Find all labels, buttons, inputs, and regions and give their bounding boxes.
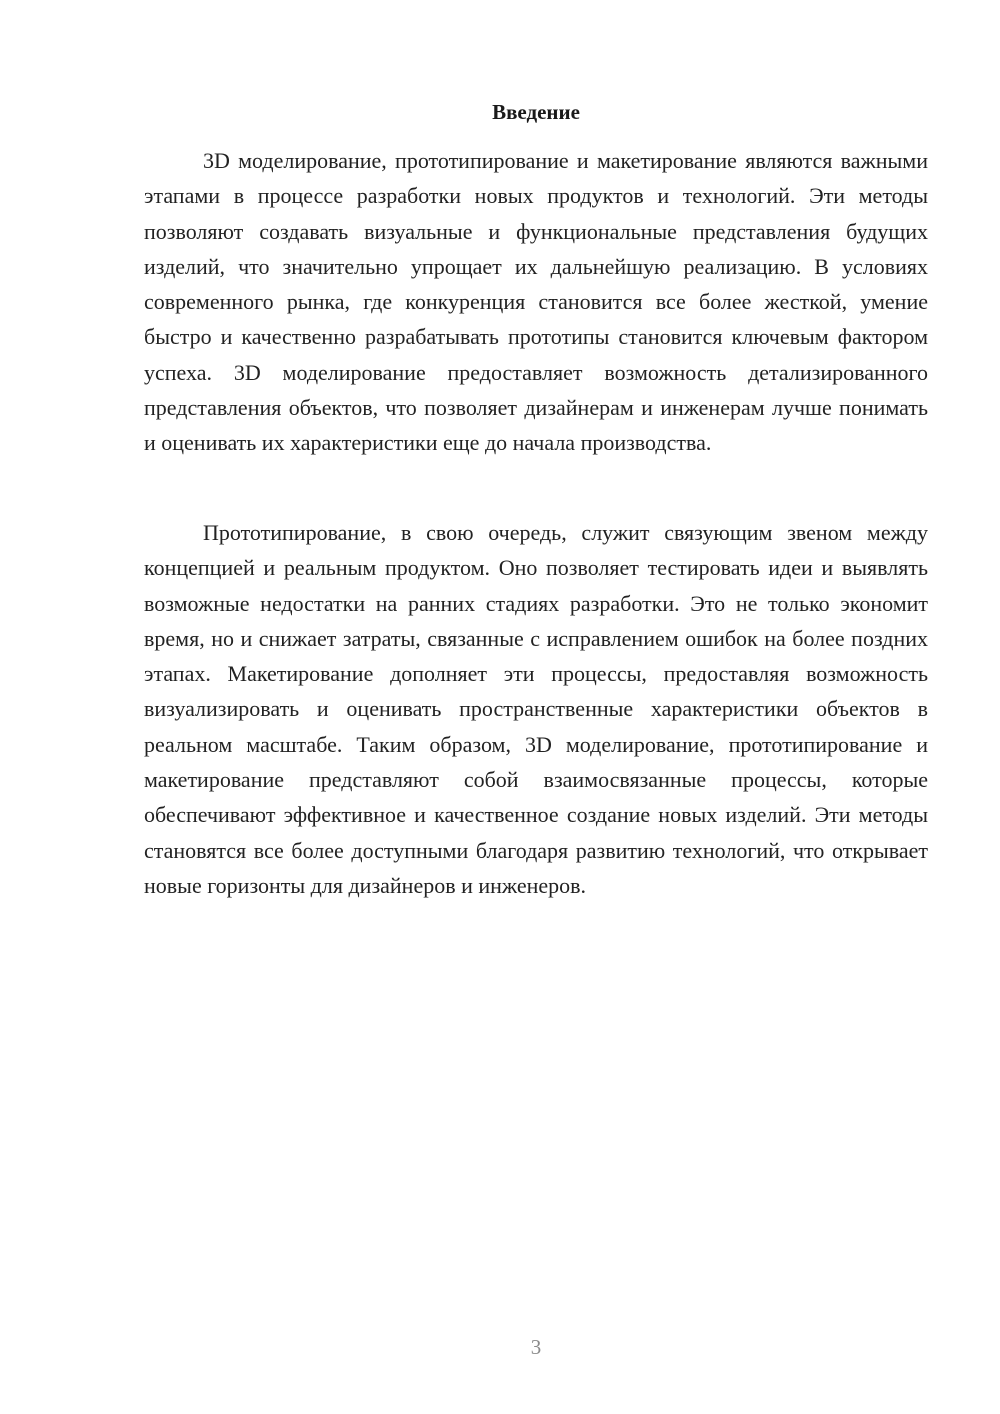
section-title: Введение [492,100,580,124]
paragraph-intro: 3D моделирование, прототипирование и макетирование являются важными этапами в процессе разработки новых продуктов и технологий. Эти методы позволяют создавать визуальные и функциональные представления будущих изделий, что значительно упрощает их дальнейшую реализацию. В условиях современного рынка, где конкуренция становится все более жесткой, умение быстро и качественно разрабатывать прототипы становится ключевым фактором успеха. 3D моделирование предоставляет возможность детализированного представления объектов, что позволяет дизайнерам и инженерам лучше понимать и оценивать их характеристики еще до начала производства. [144,148,928,456]
page-number: 3 [530,1335,542,1359]
paragraph-prototyping: Прототипирование, в свою очередь, служит связующим звеном между концепцией и реальным продуктом. Оно позволяет тестировать идеи и выявлять возможные недостатки на ранних стадиях разработки. Это не только экономит время, но и снижает затраты, связанные с исправлением ошибок на более поздних этапах. Макетирование дополняет эти процессы, предоставляя возможность визуализировать и оценивать пространственные характеристики объектов в реальном масштабе. Таким образом, 3D моделирование, прототипирование и макетирование представляют собой взаимосвязанные процессы, которые обеспечивают эффективное и качественное создание новых изделий. Эти методы становятся все более доступными благодаря развитию технологий, что открывает новые горизонты для дизайнеров и инженеров. [144,520,928,898]
